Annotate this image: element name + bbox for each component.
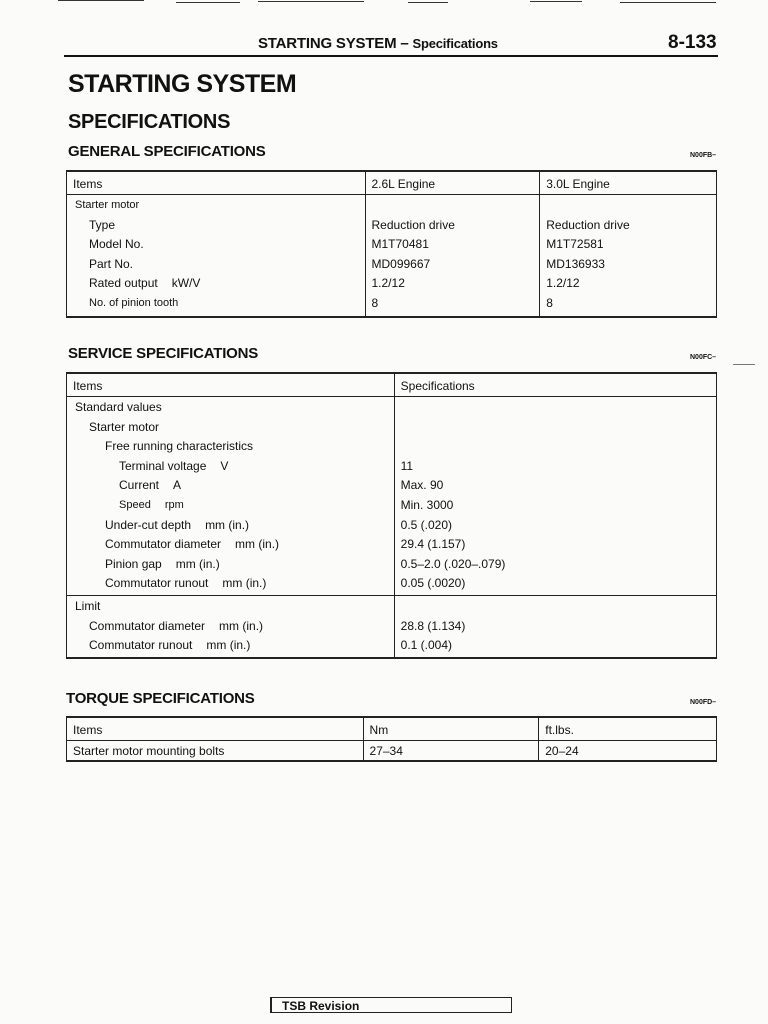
unit-label: mm (in.) [235, 537, 280, 552]
table-body-row [67, 397, 717, 596]
value-cell: Max. 90 [400, 478, 444, 493]
unit-label: kW/V [171, 276, 201, 291]
value-cell: 11 [400, 458, 414, 473]
top-scan-rule [58, 0, 144, 1]
value-cell: Reduction drive [546, 217, 630, 232]
row-label: Commutator diameter mm (in.) [75, 617, 394, 637]
general-spec-code: N00FB– [690, 152, 717, 159]
section-title: SPECIFICATIONS [68, 111, 231, 133]
column-header: 2.6L Engine [365, 171, 540, 195]
header-separator: – [400, 35, 409, 52]
column-header: ft.lbs. [539, 717, 717, 741]
value-cell: MD136933 [546, 256, 605, 271]
unit-label: rpm [164, 498, 184, 511]
unit-label: mm (in.) [222, 576, 267, 591]
row-label: Under-cut depth mm (in.) [75, 516, 394, 536]
value-cell: 27–34 [363, 741, 539, 762]
page-title: STARTING SYSTEM [68, 70, 297, 98]
value-cell: Min. 3000 [400, 497, 454, 512]
column-header: Nm [363, 717, 539, 741]
unit-label: mm (in.) [205, 517, 250, 532]
column-header: 3.0L Engine [540, 171, 717, 195]
value-cell: M1T70481 [371, 237, 429, 252]
row-label: Model No. [89, 237, 144, 252]
top-scan-rule [258, 1, 364, 2]
unit-label: V [220, 458, 229, 473]
value-cell: 28.8 (1.134) [400, 618, 466, 633]
group-label: Starter motor [89, 419, 160, 434]
row-label: Commutator diameter mm (in.) [75, 535, 394, 555]
row-label: Commutator runout mm (in.) [75, 636, 394, 656]
row-label: Part No. [89, 256, 134, 271]
value-cell: MD099667 [371, 256, 431, 271]
value-cell: 0.1 (.004) [400, 638, 453, 653]
table-body-row [67, 195, 717, 317]
unit-label: mm (in.) [206, 638, 251, 653]
header-rule [64, 55, 718, 57]
group-label: Standard values [75, 400, 162, 414]
row-label: Rated output kW/V [75, 274, 365, 294]
row-label: Pinion gap mm (in.) [75, 555, 394, 575]
table-body-row [67, 595, 717, 657]
service-spec-code: N00FC– [690, 354, 717, 361]
top-scan-rule [176, 2, 240, 3]
value-cell: 1.2/12 [546, 276, 580, 291]
column-header: Items [67, 717, 364, 741]
table-header-row [67, 717, 717, 741]
torque-spec-code: N00FD– [690, 699, 717, 706]
top-scan-rule [530, 1, 582, 2]
table-row [67, 741, 717, 762]
general-spec-table [66, 170, 717, 318]
unit-label: A [173, 478, 182, 493]
row-label: Type [89, 217, 116, 232]
top-scan-rule [620, 2, 716, 3]
value-cell: 8 [546, 295, 553, 310]
torque-spec-table [66, 716, 717, 762]
column-header: Specifications [394, 373, 716, 397]
value-cell: 0.5 (.020) [400, 517, 453, 532]
row-label: Terminal voltage V [75, 457, 394, 477]
scan-mark [733, 364, 755, 365]
row-label: No. of pinion tooth [89, 296, 179, 309]
value-cell: 0.5–2.0 (.020–.079) [400, 556, 506, 571]
column-header: Items [67, 171, 366, 195]
general-spec-heading: GENERAL SPECIFICATIONS [68, 143, 266, 160]
value-cell: 0.05 (.0020) [400, 576, 466, 591]
unit-label: mm (in.) [219, 618, 264, 633]
service-spec-heading: SERVICE SPECIFICATIONS [68, 345, 259, 362]
tsb-revision-box: TSB Revision [270, 997, 512, 1013]
column-header: Items [67, 373, 395, 397]
value-cell: 20–24 [539, 741, 717, 762]
table-header-row [67, 373, 717, 397]
page-number: 8-133 [668, 32, 717, 53]
row-label: Speed rpm [75, 496, 394, 516]
torque-spec-heading: TORQUE SPECIFICATIONS [66, 690, 255, 707]
running-header [258, 35, 498, 52]
unit-label: mm (in.) [175, 556, 220, 571]
header-subtitle: Specifications [412, 36, 498, 51]
value-cell: 29.4 (1.157) [400, 537, 466, 552]
service-spec-table [66, 372, 717, 659]
row-label: Starter motor mounting bolts [67, 741, 364, 762]
value-cell: 1.2/12 [371, 276, 405, 291]
top-scan-rule [408, 2, 448, 3]
header-title: STARTING SYSTEM [258, 35, 397, 52]
row-label: Current A [75, 476, 394, 496]
group-label: Free running characteristics [105, 439, 254, 454]
table-header-row [67, 171, 717, 195]
value-cell: Reduction drive [371, 217, 455, 232]
group-label: Starter motor [75, 199, 140, 211]
value-cell: M1T72581 [546, 237, 604, 252]
group-label: Limit [75, 598, 101, 613]
row-label: Commutator runout mm (in.) [75, 574, 394, 594]
value-cell: 8 [371, 295, 379, 310]
